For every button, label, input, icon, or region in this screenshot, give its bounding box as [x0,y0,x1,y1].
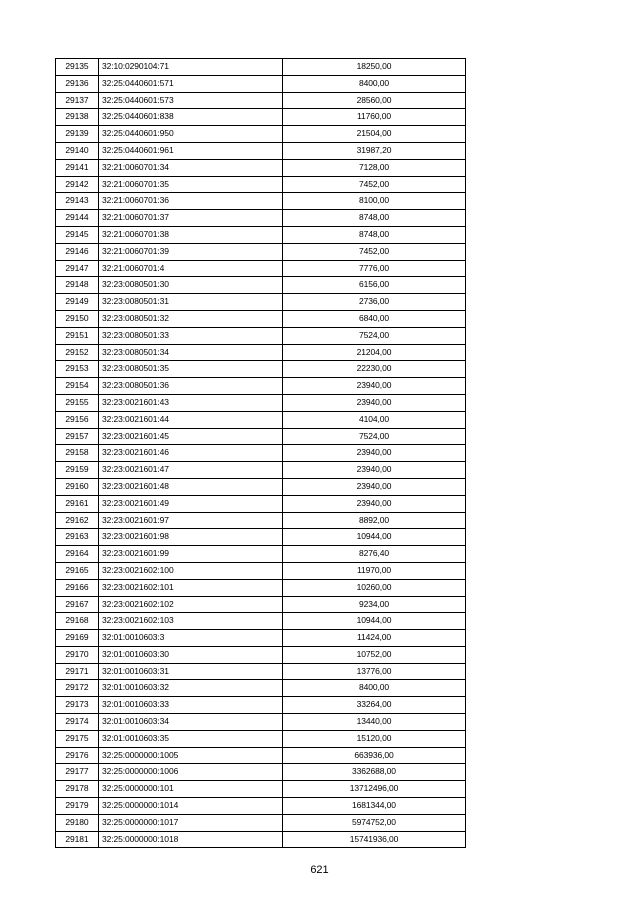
cadastral-value-cell: 11424,00 [283,630,466,647]
cadastral-number-cell: 32:01:0010603:31 [99,663,283,680]
cadastral-number-cell: 32:25:0000000:1017 [99,814,283,831]
row-number-cell: 29136 [56,75,99,92]
table-row [56,814,466,831]
table-row [56,361,466,378]
table-row [56,579,466,596]
cadastral-value-cell: 15741936,00 [283,831,466,848]
row-number-cell: 29141 [56,159,99,176]
table-row [56,210,466,227]
table-row [56,478,466,495]
cadastral-value-cell: 21204,00 [283,344,466,361]
row-number-cell: 29171 [56,663,99,680]
row-number-cell: 29180 [56,814,99,831]
row-number-cell: 29175 [56,730,99,747]
row-number-cell: 29151 [56,327,99,344]
row-number-cell: 29179 [56,798,99,815]
cadastral-value-cell: 8748,00 [283,210,466,227]
cadastral-number-cell: 32:23:0021601:49 [99,495,283,512]
row-number-cell: 29163 [56,529,99,546]
cadastral-number-cell: 32:23:0080501:30 [99,277,283,294]
row-number-cell: 29146 [56,243,99,260]
cadastral-value-table [55,58,466,848]
cadastral-number-cell: 32:25:0440601:573 [99,92,283,109]
table-row [56,142,466,159]
table-row [56,445,466,462]
row-number-cell: 29176 [56,747,99,764]
row-number-cell: 29170 [56,646,99,663]
row-number-cell: 29162 [56,512,99,529]
row-number-cell: 29167 [56,596,99,613]
cadastral-value-cell: 3362688,00 [283,764,466,781]
table-row [56,512,466,529]
row-number-cell: 29155 [56,394,99,411]
row-number-cell: 29154 [56,378,99,395]
cadastral-number-cell: 32:25:0000000:1005 [99,747,283,764]
cadastral-value-cell: 663936,00 [283,747,466,764]
cadastral-number-cell: 32:23:0080501:35 [99,361,283,378]
cadastral-value-cell: 23940,00 [283,445,466,462]
row-number-cell: 29152 [56,344,99,361]
table-row [56,680,466,697]
row-number-cell: 29164 [56,546,99,563]
cadastral-number-cell: 32:23:0021601:45 [99,428,283,445]
row-number-cell: 29168 [56,613,99,630]
table-row [56,92,466,109]
cadastral-value-cell: 4104,00 [283,411,466,428]
row-number-cell: 29159 [56,462,99,479]
row-number-cell: 29143 [56,193,99,210]
table-row [56,730,466,747]
cadastral-value-cell: 21504,00 [283,126,466,143]
table-row [56,831,466,848]
cadastral-value-cell: 2736,00 [283,294,466,311]
cadastral-number-cell: 32:10:0290104:71 [99,59,283,76]
table-row [56,294,466,311]
cadastral-number-cell: 32:21:0060701:4 [99,260,283,277]
table-row [56,243,466,260]
cadastral-value-cell: 11760,00 [283,109,466,126]
table-row [56,562,466,579]
row-number-cell: 29157 [56,428,99,445]
row-number-cell: 29181 [56,831,99,848]
cadastral-value-cell: 18250,00 [283,59,466,76]
cadastral-number-cell: 32:25:0000000:1014 [99,798,283,815]
cadastral-number-cell: 32:01:0010603:30 [99,646,283,663]
row-number-cell: 29172 [56,680,99,697]
cadastral-value-cell: 23940,00 [283,462,466,479]
cadastral-number-cell: 32:23:0021602:100 [99,562,283,579]
table-row [56,546,466,563]
cadastral-value-cell: 8276,40 [283,546,466,563]
cadastral-value-cell: 28560,00 [283,92,466,109]
cadastral-number-cell: 32:25:0000000:101 [99,781,283,798]
cadastral-value-cell: 1681344,00 [283,798,466,815]
cadastral-number-cell: 32:23:0021601:47 [99,462,283,479]
row-number-cell: 29174 [56,714,99,731]
cadastral-value-cell: 11970,00 [283,562,466,579]
cadastral-number-cell: 32:23:0021601:98 [99,529,283,546]
cadastral-value-cell: 6840,00 [283,310,466,327]
table-row [56,378,466,395]
row-number-cell: 29165 [56,562,99,579]
table-row [56,59,466,76]
cadastral-value-cell: 6156,00 [283,277,466,294]
row-number-cell: 29138 [56,109,99,126]
table-row [56,697,466,714]
row-number-cell: 29161 [56,495,99,512]
table-body [56,59,466,848]
table-row [56,428,466,445]
cadastral-number-cell: 32:01:0010603:3 [99,630,283,647]
table-row [56,109,466,126]
cadastral-number-cell: 32:25:0000000:1018 [99,831,283,848]
row-number-cell: 29139 [56,126,99,143]
cadastral-number-cell: 32:25:0000000:1006 [99,764,283,781]
cadastral-value-cell: 7128,00 [283,159,466,176]
cadastral-number-cell: 32:25:0440601:838 [99,109,283,126]
row-number-cell: 29169 [56,630,99,647]
row-number-cell: 29160 [56,478,99,495]
table-row [56,226,466,243]
table-row [56,159,466,176]
table-row [56,193,466,210]
table-row [56,310,466,327]
table-row [56,630,466,647]
cadastral-value-cell: 5974752,00 [283,814,466,831]
row-number-cell: 29144 [56,210,99,227]
cadastral-value-cell: 23940,00 [283,394,466,411]
cadastral-value-cell: 13712496,00 [283,781,466,798]
table-row [56,529,466,546]
row-number-cell: 29137 [56,92,99,109]
cadastral-number-cell: 32:23:0021601:99 [99,546,283,563]
page-number: 621 [310,864,329,876]
cadastral-value-cell: 10944,00 [283,613,466,630]
cadastral-number-cell: 32:23:0080501:36 [99,378,283,395]
cadastral-number-cell: 32:23:0021602:101 [99,579,283,596]
cadastral-value-cell: 8400,00 [283,75,466,92]
cadastral-number-cell: 32:25:0440601:950 [99,126,283,143]
cadastral-number-cell: 32:23:0080501:32 [99,310,283,327]
cadastral-number-cell: 32:01:0010603:35 [99,730,283,747]
cadastral-value-cell: 7452,00 [283,176,466,193]
table-row [56,327,466,344]
table-row [56,663,466,680]
table-row [56,411,466,428]
cadastral-number-cell: 32:01:0010603:33 [99,697,283,714]
row-number-cell: 29177 [56,764,99,781]
cadastral-number-cell: 32:23:0080501:31 [99,294,283,311]
cadastral-number-cell: 32:21:0060701:35 [99,176,283,193]
table-row [56,714,466,731]
table-row [56,495,466,512]
table-row [56,176,466,193]
cadastral-value-cell: 7776,00 [283,260,466,277]
cadastral-number-cell: 32:23:0080501:34 [99,344,283,361]
cadastral-number-cell: 32:23:0021601:48 [99,478,283,495]
row-number-cell: 29142 [56,176,99,193]
cadastral-value-cell: 22230,00 [283,361,466,378]
table-row [56,764,466,781]
cadastral-value-cell: 7524,00 [283,327,466,344]
cadastral-value-cell: 9234,00 [283,596,466,613]
cadastral-number-cell: 32:21:0060701:37 [99,210,283,227]
table-row [56,781,466,798]
cadastral-number-cell: 32:21:0060701:36 [99,193,283,210]
table-row [56,344,466,361]
row-number-cell: 29166 [56,579,99,596]
cadastral-number-cell: 32:01:0010603:32 [99,680,283,697]
cadastral-value-cell: 23940,00 [283,378,466,395]
cadastral-number-cell: 32:23:0021601:43 [99,394,283,411]
cadastral-value-cell: 23940,00 [283,495,466,512]
row-number-cell: 29178 [56,781,99,798]
cadastral-value-cell: 7452,00 [283,243,466,260]
row-number-cell: 29140 [56,142,99,159]
cadastral-number-cell: 32:23:0080501:33 [99,327,283,344]
cadastral-value-cell: 10752,00 [283,646,466,663]
cadastral-number-cell: 32:23:0021601:46 [99,445,283,462]
cadastral-number-cell: 32:23:0021601:97 [99,512,283,529]
table-row [56,646,466,663]
cadastral-number-cell: 32:21:0060701:39 [99,243,283,260]
cadastral-number-cell: 32:25:0440601:571 [99,75,283,92]
row-number-cell: 29147 [56,260,99,277]
cadastral-value-cell: 7524,00 [283,428,466,445]
cadastral-value-cell: 23940,00 [283,478,466,495]
table-row [56,394,466,411]
cadastral-value-cell: 8748,00 [283,226,466,243]
cadastral-number-cell: 32:01:0010603:34 [99,714,283,731]
cadastral-number-cell: 32:23:0021602:103 [99,613,283,630]
table-row [56,75,466,92]
cadastral-value-cell: 8100,00 [283,193,466,210]
row-number-cell: 29153 [56,361,99,378]
cadastral-number-cell: 32:23:0021601:44 [99,411,283,428]
row-number-cell: 29158 [56,445,99,462]
cadastral-value-cell: 13440,00 [283,714,466,731]
table-row [56,126,466,143]
cadastral-number-cell: 32:21:0060701:34 [99,159,283,176]
row-number-cell: 29173 [56,697,99,714]
table-row [56,613,466,630]
table-row [56,798,466,815]
cadastral-number-cell: 32:23:0021602:102 [99,596,283,613]
table-row [56,260,466,277]
cadastral-number-cell: 32:25:0440601:961 [99,142,283,159]
cadastral-value-cell: 10944,00 [283,529,466,546]
cadastral-value-cell: 15120,00 [283,730,466,747]
row-number-cell: 29156 [56,411,99,428]
cadastral-value-cell: 8892,00 [283,512,466,529]
cadastral-value-cell: 8400,00 [283,680,466,697]
row-number-cell: 29135 [56,59,99,76]
cadastral-value-cell: 10260,00 [283,579,466,596]
cadastral-value-cell: 13776,00 [283,663,466,680]
cadastral-number-cell: 32:21:0060701:38 [99,226,283,243]
table-row [56,462,466,479]
row-number-cell: 29150 [56,310,99,327]
table-row [56,747,466,764]
row-number-cell: 29149 [56,294,99,311]
row-number-cell: 29145 [56,226,99,243]
table-row [56,277,466,294]
cadastral-value-cell: 33264,00 [283,697,466,714]
cadastral-value-cell: 31987,20 [283,142,466,159]
table-row [56,596,466,613]
row-number-cell: 29148 [56,277,99,294]
